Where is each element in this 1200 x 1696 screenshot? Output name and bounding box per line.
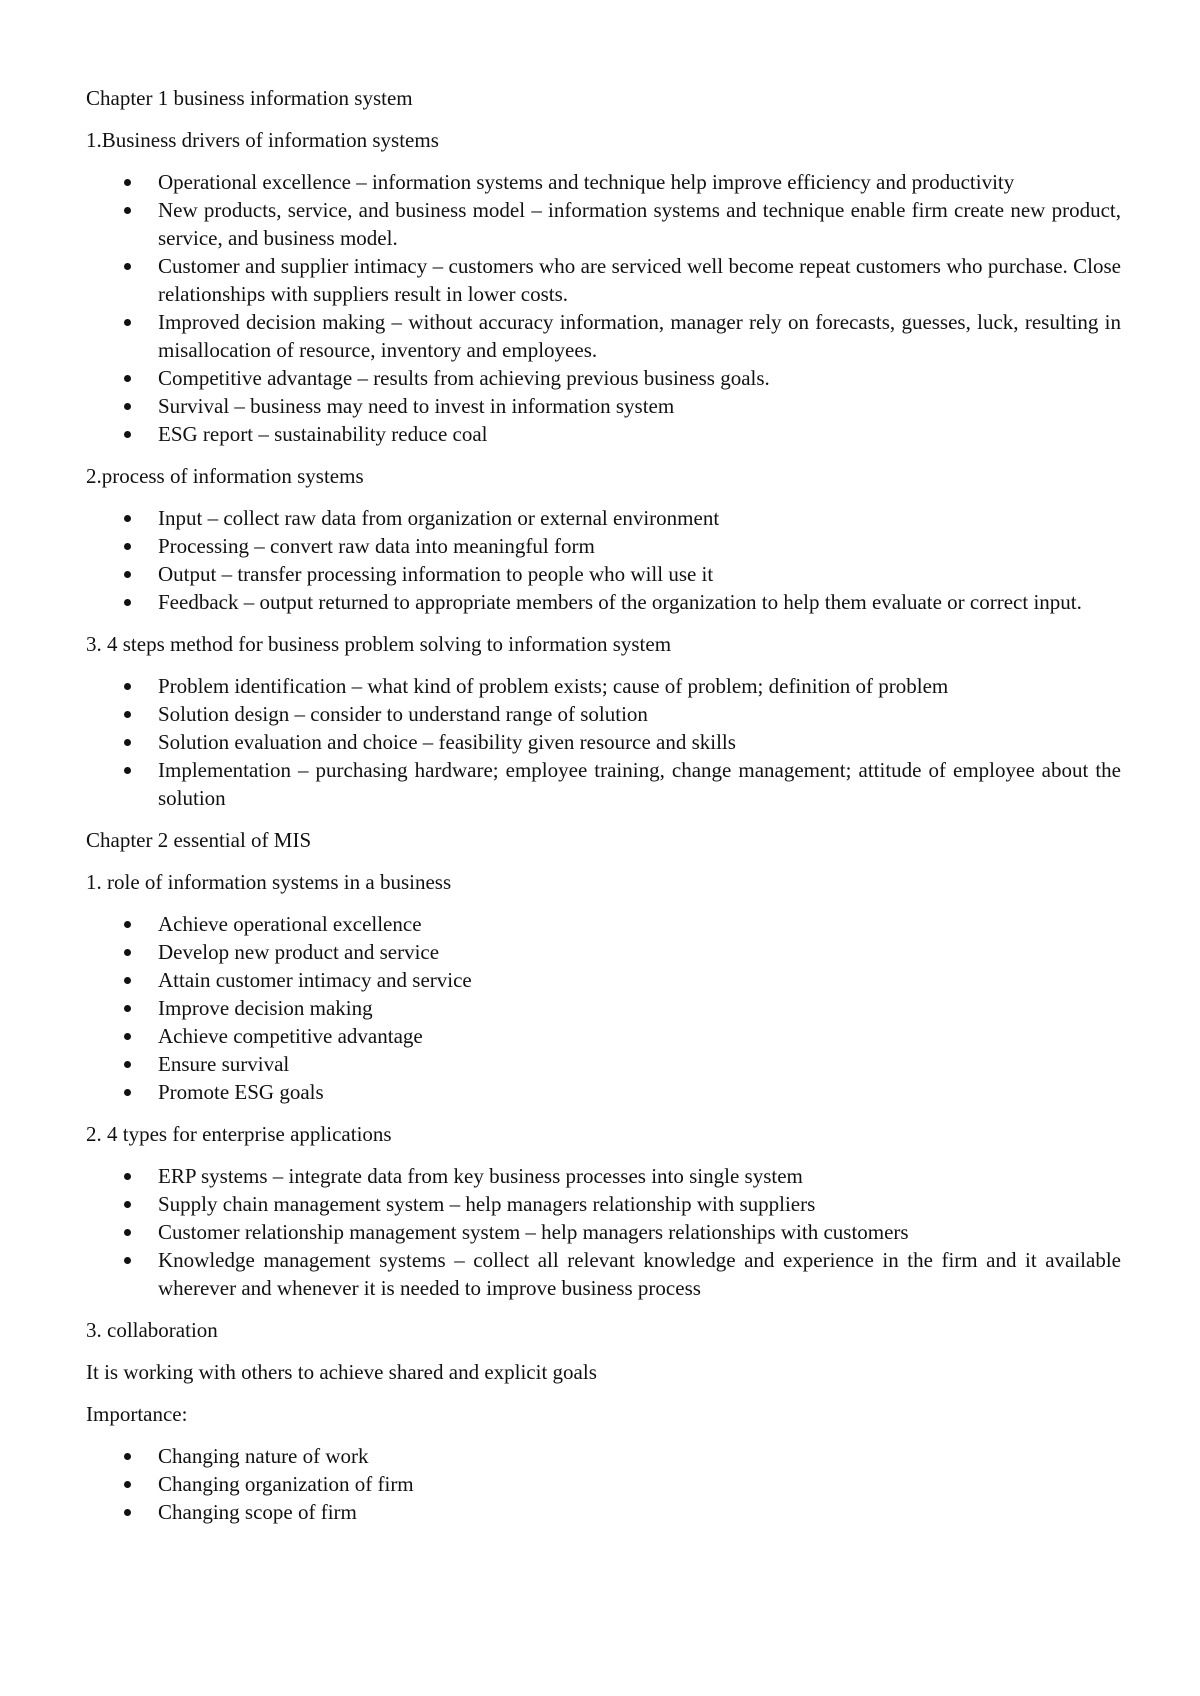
list-item: Changing nature of work bbox=[86, 1442, 1121, 1470]
list-item: Changing organization of firm bbox=[86, 1470, 1121, 1498]
importance-label: Importance: bbox=[86, 1402, 188, 1426]
section-heading-enterprise-apps: 2. 4 types for enterprise applications bbox=[86, 1122, 392, 1146]
document-page bbox=[86, 84, 1121, 1540]
list-item: Solution evaluation and choice – feasibility given resource and skills bbox=[86, 728, 1121, 756]
collaboration-definition: It is working with others to achieve shared and explicit goals bbox=[86, 1360, 597, 1384]
list-item: Achieve operational excellence bbox=[86, 910, 1121, 938]
list-item: Promote ESG goals bbox=[86, 1078, 1121, 1106]
list-item: Problem identification – what kind of problem exists; cause of problem; definition of problem bbox=[86, 672, 1121, 700]
list-item: Changing scope of firm bbox=[86, 1498, 1121, 1526]
list-item: Ensure survival bbox=[86, 1050, 1121, 1078]
list-item: Supply chain management system – help managers relationship with suppliers bbox=[86, 1190, 1121, 1218]
list-item: Operational excellence – information systems and technique help improve efficiency and productivity bbox=[86, 168, 1121, 196]
chapter-2-title: Chapter 2 essential of MIS bbox=[86, 828, 312, 852]
list-item: Customer and supplier intimacy – customers who are serviced well become repeat customers who purchase. Close relationships with suppliers result in lower costs. bbox=[86, 252, 1121, 308]
list-item: Implementation – purchasing hardware; employee training, change management; attitude of employee about the solution bbox=[86, 756, 1121, 812]
process-list bbox=[86, 504, 1121, 616]
list-item: Attain customer intimacy and service bbox=[86, 966, 1121, 994]
section-heading-process: 2.process of information systems bbox=[86, 464, 364, 488]
section-heading-role: 1. role of information systems in a business bbox=[86, 870, 452, 894]
section-heading-collaboration: 3. collaboration bbox=[86, 1318, 218, 1342]
list-item: Feedback – output returned to appropriate members of the organization to help them evaluate or correct input. bbox=[86, 588, 1121, 616]
role-list bbox=[86, 910, 1121, 1106]
list-item: New products, service, and business model – information systems and technique enable firm create new product, service, and business model. bbox=[86, 196, 1121, 252]
list-item: Survival – business may need to invest in information system bbox=[86, 392, 1121, 420]
section-heading-business-drivers: 1.Business drivers of information systems bbox=[86, 128, 439, 152]
list-item: Competitive advantage – results from achieving previous business goals. bbox=[86, 364, 1121, 392]
business-drivers-list bbox=[86, 168, 1121, 448]
list-item: Achieve competitive advantage bbox=[86, 1022, 1121, 1050]
list-item: Customer relationship management system – help managers relationships with customers bbox=[86, 1218, 1121, 1246]
enterprise-apps-list bbox=[86, 1162, 1121, 1302]
list-item: Solution design – consider to understand range of solution bbox=[86, 700, 1121, 728]
list-item: Input – collect raw data from organization or external environment bbox=[86, 504, 1121, 532]
list-item: Processing – convert raw data into meaningful form bbox=[86, 532, 1121, 560]
importance-list bbox=[86, 1442, 1121, 1526]
list-item: Improve decision making bbox=[86, 994, 1121, 1022]
list-item: Improved decision making – without accuracy information, manager rely on forecasts, guesses, luck, resulting in misallocation of resource, inventory and employees. bbox=[86, 308, 1121, 364]
section-heading-four-steps: 3. 4 steps method for business problem solving to information system bbox=[86, 632, 672, 656]
list-item: Knowledge management systems – collect all relevant knowledge and experience in the firm and it available wherever and whenever it is needed to improve business process bbox=[86, 1246, 1121, 1302]
list-item: ERP systems – integrate data from key business processes into single system bbox=[86, 1162, 1121, 1190]
list-item: Develop new product and service bbox=[86, 938, 1121, 966]
list-item: Output – transfer processing information to people who will use it bbox=[86, 560, 1121, 588]
list-item: ESG report – sustainability reduce coal bbox=[86, 420, 1121, 448]
four-steps-list bbox=[86, 672, 1121, 812]
chapter-1-title: Chapter 1 business information system bbox=[86, 86, 413, 110]
